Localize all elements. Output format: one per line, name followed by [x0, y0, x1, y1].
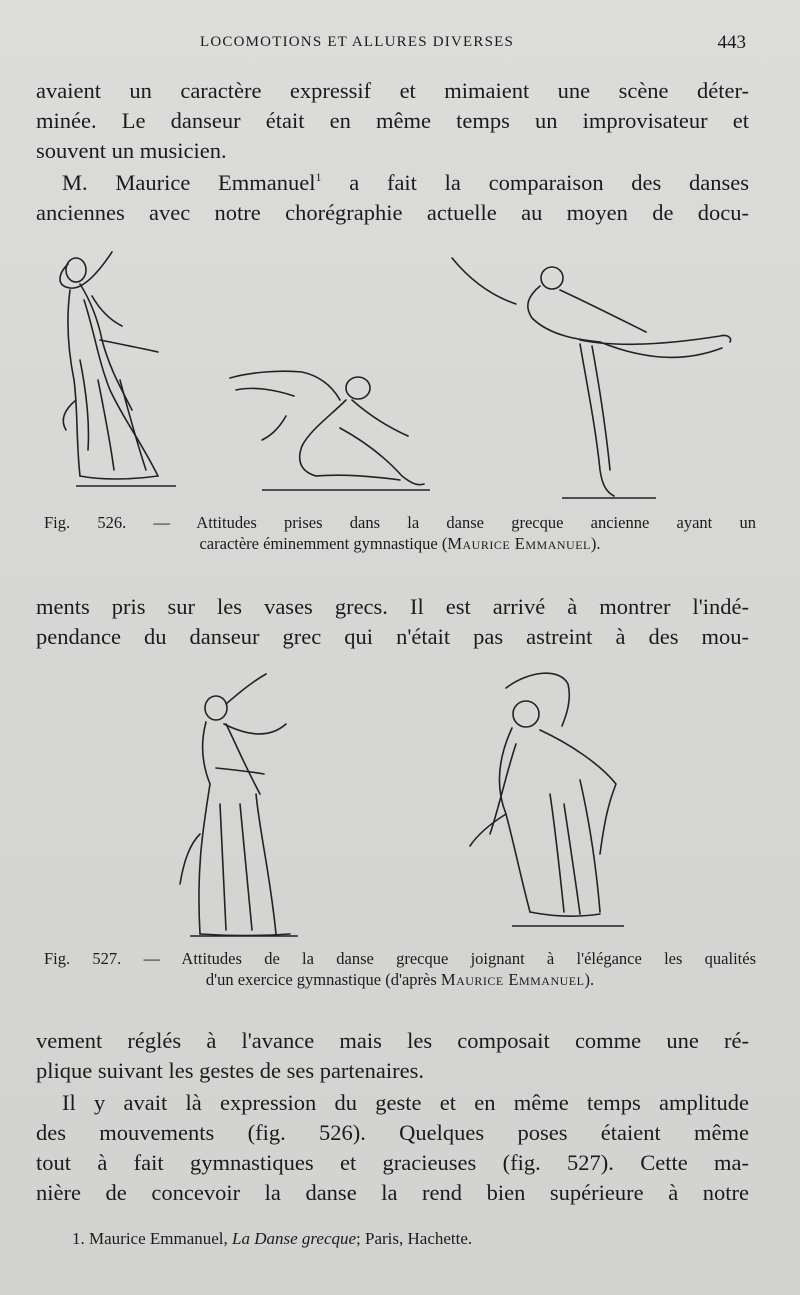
text-line: pendance du danseur grec qui n'était pas astreint à des mou- — [36, 624, 749, 649]
footnote-rest: ; Paris, Hachette. — [356, 1229, 473, 1248]
text-line: des mouvements (fig. 526). Quelques poses étaient même — [36, 1120, 749, 1145]
crouching-dancer — [230, 371, 424, 484]
caption-line: Fig. 526. — Attitudes prises dans la danse grecque ancienne ayant un — [44, 513, 756, 532]
robed-dancer-right — [470, 673, 616, 916]
page-number: 443 — [717, 32, 746, 53]
footnote-number: 1. — [72, 1229, 85, 1248]
caption-author: Maurice Emmanuel — [440, 970, 585, 989]
caption-text: caractère éminemment gymnastique ( — [199, 534, 448, 553]
text-line: avaient un caractère expressif et mimaient une scène déter- — [36, 78, 749, 103]
footnote — [72, 1228, 472, 1250]
text-line: plique suivant les gestes de ses partenaires. — [36, 1058, 425, 1083]
footnote-author: Maurice Emmanuel, — [89, 1229, 228, 1248]
paragraph-4 — [36, 1026, 749, 1086]
text-line: anciennes avec notre chorégraphie actuelle au moyen de docu- — [36, 200, 749, 225]
paragraph-3 — [36, 592, 749, 652]
figure-526-illustration — [40, 240, 760, 502]
text-run: a fait la comparaison des danses — [321, 170, 749, 195]
figure-526-caption — [44, 512, 756, 554]
caption-author: Maurice Emmanuel — [447, 534, 591, 553]
figure-527-caption — [44, 948, 756, 990]
text-line: minée. Le danseur était en même temps un improvisateur et — [36, 108, 749, 133]
figure-527-illustration — [160, 664, 640, 944]
caption-text: ). — [590, 534, 601, 553]
draped-dancer — [60, 252, 158, 479]
caption-text: ). — [584, 970, 595, 989]
arabesque-dancer — [452, 258, 731, 496]
dancers-drawing-526 — [40, 240, 760, 502]
text-line: Il y avait là expression du geste et en même temps amplitude — [62, 1090, 749, 1115]
robed-dancer-left — [180, 674, 290, 936]
running-head: LOCOMOTIONS ET ALLURES DIVERSES — [200, 34, 515, 50]
text-line: vement réglés à l'avance mais les composait comme une ré- — [36, 1028, 749, 1053]
dancers-drawing-527 — [160, 664, 640, 944]
caption-line: Fig. 527. — Attitudes de la danse grecque joignant à l'élégance les qualités — [44, 949, 756, 968]
paragraph-1 — [36, 76, 749, 166]
text-line — [36, 168, 749, 198]
footnote-ref: 1 — [315, 170, 322, 184]
caption-line — [44, 969, 756, 990]
author-mention: M. Maurice Emmanuel — [62, 170, 316, 195]
paragraph-2 — [36, 168, 749, 228]
text-line: nière de concevoir la danse la rend bien supérieure à notre — [36, 1180, 749, 1205]
footnote-title: La Danse grecque — [232, 1229, 357, 1248]
page-header — [200, 34, 746, 60]
text-line: tout à fait gymnastiques et gracieuses (fig. 527). Cette ma- — [36, 1150, 749, 1175]
caption-text: d'un exercice gymnastique (d'après — [205, 970, 441, 989]
paragraph-5 — [36, 1088, 749, 1208]
text-line: souvent un musicien. — [36, 138, 227, 163]
caption-line — [44, 533, 756, 554]
text-line: ments pris sur les vases grecs. Il est arrivé à montrer l'indé- — [36, 594, 749, 619]
